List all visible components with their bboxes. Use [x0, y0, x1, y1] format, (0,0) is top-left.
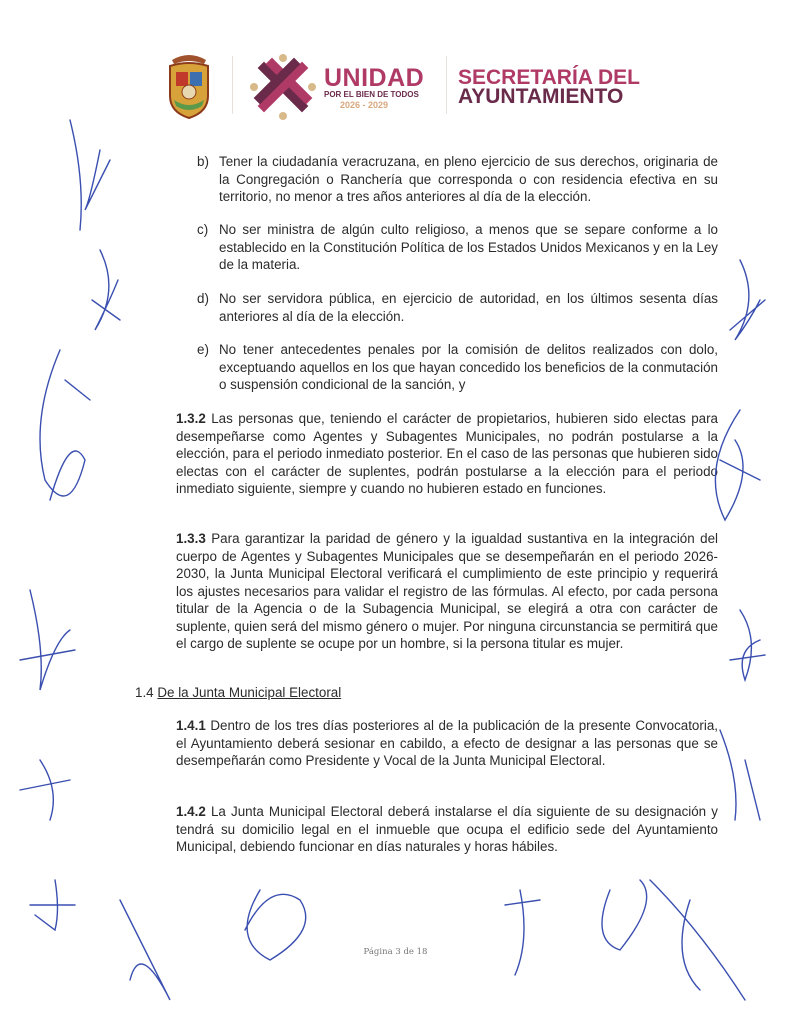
section-text: La Junta Municipal Electoral deberá instalarse el día siguiente de su designación y tendrá su domicilio legal en el inmueble que ocupa el edificio sede del Ayuntamiento Municipal, debiendo funcionar en días naturales y horas hábiles. [176, 804, 718, 854]
letterhead [160, 48, 640, 128]
heading-title: De la Junta Municipal Electoral [157, 685, 342, 700]
signature [602, 880, 745, 1000]
logo-tagline: POR EL BIEN DE TODOS [324, 90, 419, 99]
section-1-3-2 [176, 410, 718, 498]
signature [70, 120, 110, 230]
list-item [197, 341, 718, 394]
unidad-wordmark [324, 66, 424, 111]
divider [446, 56, 447, 114]
item-text: No tener antecedentes penales por la comisión de delitos realizados con dolo, exceptuando aquellos en los que hayan concedido los beneficios de la conmutación o suspensión condicional de la sanción, y [219, 342, 718, 392]
section-text: Las personas que, teniendo el carácter de propietarios, hubieren sido electas para desempeñarse como Agentes y Subagentes Municipales, no podrán postularse a la elección, para el periodo inmediato posterior. En el caso de las personas que hubieren sido electas con el carácter de suplentes, podrán postularse a la elección para el periodo inmediato siguiente, siempre y cuando no hubieren estado en funciones. [176, 411, 718, 496]
section-text: Dentro de los tres días posteriores al de la publicación de la presente Convocatoria, el Ayuntamiento deberá sesionar en cabildo, a efecto de designar a las personas que se desempeñarán como Presidente y Vocal de la Junta Municipal Electoral. [176, 718, 718, 768]
section-1-4-1 [176, 717, 718, 770]
list-item [197, 290, 718, 325]
unidad-logo-icon [250, 54, 316, 120]
municipal-crest-icon [164, 50, 214, 120]
section-number: 1.4.1 [176, 718, 206, 733]
list-item [197, 153, 718, 206]
signature [730, 610, 765, 680]
list-item [197, 221, 718, 274]
logo-years: 2026 - 2029 [340, 100, 389, 110]
office-line-1: SECRETARÍA DEL [458, 66, 641, 89]
heading-number: 1.4 [135, 685, 154, 700]
section-1-4-2 [176, 803, 718, 856]
section-text: Para garantizar la paridad de género y la igualdad sustantiva en la integración del cuerpo de Agentes y Subagentes Municipales que se desempeñarán en el periodo 2026-2030, la Junta Municipal Electoral verificará el cumplimiento de este principio y requerirá los ajustes necesarios para validar el registro de las fórmulas. Al efecto, por cada persona titular de la Agencia o de la Subagencia Municipal, se elegirá a otra con carácter de suplente, quien será del mismo género o mujer. Por ninguna circunstancia se permitirá que el cargo de suplente se ocupe por un hombre, si la persona titular es mujer. [176, 531, 718, 651]
signature [715, 410, 760, 520]
signature [505, 890, 540, 975]
section-number: 1.4.2 [176, 804, 206, 819]
item-text: No ser ministra de algún culto religioso, a menos que se separe conforme a lo establecido en la Constitución Política de los Estados Unidos Mexicanos y en la Ley de la materia. [219, 222, 718, 272]
signature [730, 260, 765, 340]
section-heading-1-4 [135, 684, 535, 702]
divider [232, 56, 233, 114]
page-number: Página 3 de 18 [363, 947, 428, 957]
office-line-2: AYUNTAMIENTO [458, 85, 624, 108]
item-text: Tener la ciudadanía veracruzana, en pleno ejercicio de sus derechos, originaria de la Congregación o Ranchería que corresponda o con residencia efectiva en su territorio, no menor a tres años anteriores al día de la elección. [219, 154, 718, 204]
signature [40, 350, 90, 500]
item-label: b) [197, 154, 209, 169]
logo-main-text: UNIDAD [324, 64, 425, 92]
item-label: d) [197, 291, 209, 306]
signature [20, 590, 75, 690]
section-number: 1.3.2 [176, 411, 206, 426]
item-label: e) [197, 342, 209, 357]
section-1-3-3 [176, 530, 718, 653]
signature [20, 760, 75, 930]
signature [720, 730, 760, 820]
item-label: c) [197, 222, 209, 237]
signature [92, 250, 120, 330]
item-text: No ser servidora pública, en ejercicio de autoridad, en los últimos sesenta días anteriores al día de la elección. [219, 291, 718, 324]
office-name [458, 68, 640, 106]
section-number: 1.3.3 [176, 531, 206, 546]
